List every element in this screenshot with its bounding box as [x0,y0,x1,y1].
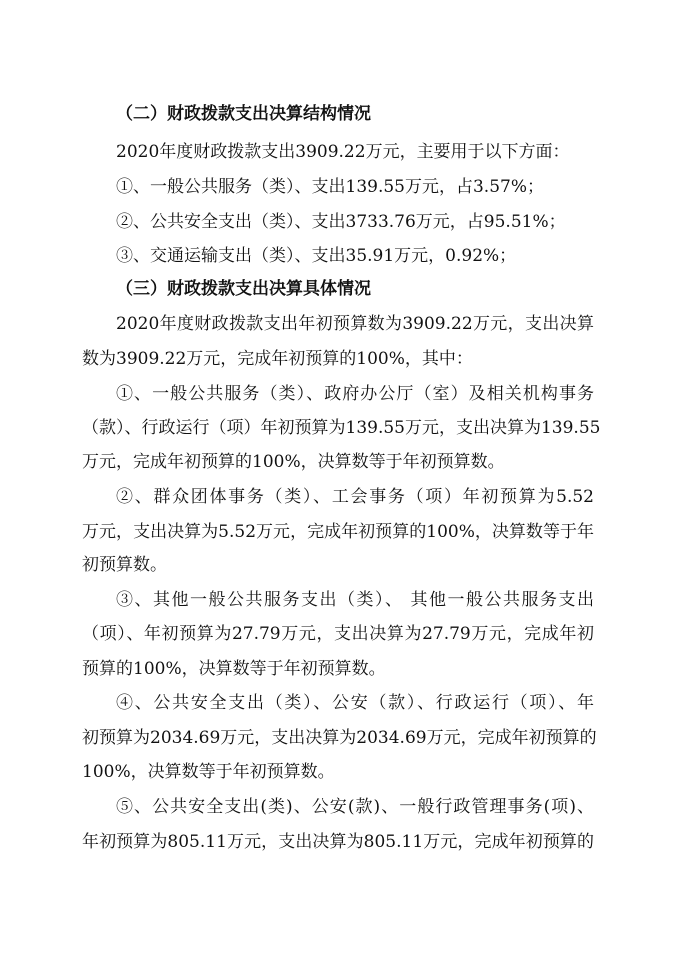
section3-line-10: （项）、年初预算为27.79万元，支出决算为27.79万元，完成年初 [82,624,594,644]
section3-line-2: 数为3909.22万元，完成年初预算的100%，其中： [82,349,473,369]
section3-line-14: 100%，决算数等于年初预算数。 [82,762,335,782]
section3-line-7: 万元，支出决算为5.52万元，完成年初预算的100%，决算数等于年 [82,522,594,542]
section3-line-5: 万元，完成年初预算的100%，决算数等于年初预算数。 [82,452,505,472]
section3-line-8: 初预算数。 [82,555,167,575]
section2-item-1: ①、一般公共服务（类）、支出139.55万元，占3.57%； [116,177,544,197]
section3-line-16: 年初预算为805.11万元，支出决算为805.11万元，完成年初预算的 [82,832,594,852]
section3-line-13: 初预算为2034.69万元，支出决算为2034.69万元，完成年初预算的 [82,728,597,748]
section2-intro: 2020年度财政拨款支出3909.22万元，主要用于以下方面： [116,142,570,162]
section3-line-1: 2020年度财政拨款支出年初预算数为3909.22万元，支出决算 [116,314,594,334]
section2-item-3: ③、交通运输支出（类）、支出35.91万元，0.92%； [116,246,517,266]
section2-heading: （二）财政拨款支出决算结构情况 [116,104,371,124]
section2-item-2: ②、公共安全支出（类）、支出3733.76万元，占95.51%； [116,212,566,232]
section3-line-9: ③、其他一般公共服务支出（类）、 其他一般公共服务支出 [116,590,594,610]
section3-line-11: 预算的100%，决算数等于年初预算数。 [82,659,386,679]
section3-line-3: ①、一般公共服务（类）、政府办公厅（室）及相关机构事务 [116,384,594,404]
section3-heading: （三）财政拨款支出决算具体情况 [116,279,371,299]
section3-line-6: ②、群众团体事务（类）、工会事务（项）年初预算为5.52 [116,487,594,507]
section3-line-12: ④、公共安全支出（类）、公安（款）、行政运行（项）、年 [116,693,594,713]
section3-line-15: ⑤、公共安全支出(类)、公安(款)、一般行政管理事务(项)、 [116,797,594,817]
section3-line-4: （款）、行政运行（项）年初预算为139.55万元，支出决算为139.55 [82,418,601,438]
